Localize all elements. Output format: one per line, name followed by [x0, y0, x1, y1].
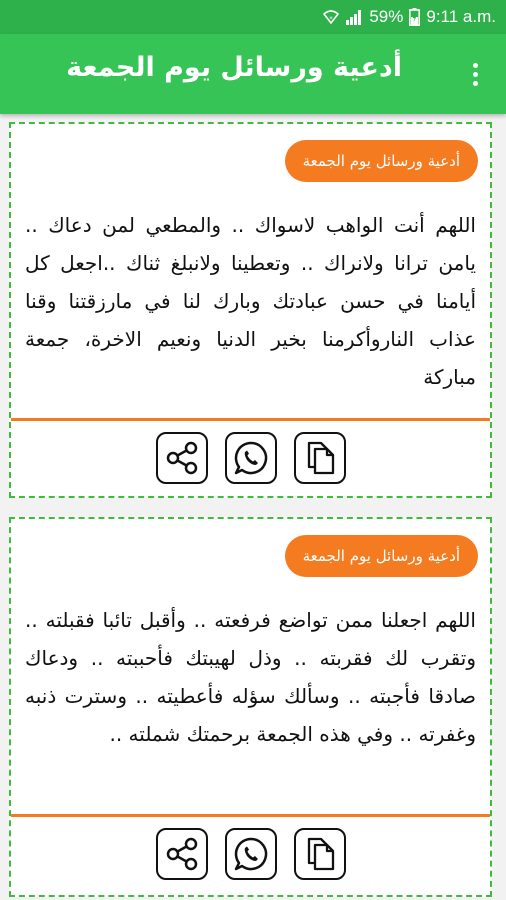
- share-button[interactable]: [156, 432, 208, 484]
- overflow-menu-button[interactable]: [460, 56, 490, 92]
- clock: 9:11 a.m.: [426, 7, 496, 26]
- card-divider: [11, 418, 490, 421]
- battery-charging-icon: [409, 8, 420, 26]
- message-text: اللهم اجعلنا ممن تواضع فرفعته .. وأقبل تائبا فقبلته .. وتقرب لك فقربته .. وذل لهيبتك فأحببته .. ودعاك صادقا فأجبته .. وسألك سؤله فأعطيته .. وسترت ذنبه وغفرته .. وفي هذه الجمعة برحمتك شملته ..: [25, 608, 476, 746]
- copy-button[interactable]: [294, 432, 346, 484]
- whatsapp-button[interactable]: [225, 828, 277, 880]
- copy-button[interactable]: [294, 828, 346, 880]
- message-card: [9, 517, 492, 897]
- overflow-dot: [473, 63, 478, 68]
- overflow-dot: [473, 72, 478, 77]
- battery-percentage: 59%: [369, 7, 404, 26]
- category-badge: أدعية ورسائل يوم الجمعة: [285, 140, 478, 182]
- message-text: اللهم أنت الواهب لاسواك .. والمطعي لمن دعاك .. يامن ترانا ولانراك .. وتعطينا ولانبلغ ثناك ..اجعل كل أيامنا في حسن عبادتك وبارك لنا في مارزقتنا وقنا عذاب الناروأكرمنا بخير الدنيا ونعيم الاخرة، جمعة مباركة: [25, 213, 476, 389]
- card-divider: [11, 814, 490, 817]
- message-card: [9, 122, 492, 498]
- page-title: أدعية ورسائل يوم الجمعة: [66, 52, 402, 83]
- svg-text:×: ×: [329, 16, 334, 22]
- share-button[interactable]: [156, 828, 208, 880]
- whatsapp-icon: [232, 835, 270, 873]
- card-actions: [11, 432, 490, 484]
- status-bar: [0, 0, 506, 34]
- signal-icon: [345, 9, 363, 25]
- category-badge: أدعية ورسائل يوم الجمعة: [285, 535, 478, 577]
- app-bar: [0, 34, 506, 114]
- copy-icon: [303, 439, 337, 477]
- overflow-dot: [473, 81, 478, 86]
- copy-icon: [303, 835, 337, 873]
- share-icon: [164, 836, 200, 872]
- whatsapp-button[interactable]: [225, 432, 277, 484]
- whatsapp-icon: [232, 439, 270, 477]
- card-actions: [11, 828, 490, 880]
- wifi-calling-icon: [323, 9, 339, 25]
- share-icon: [164, 440, 200, 476]
